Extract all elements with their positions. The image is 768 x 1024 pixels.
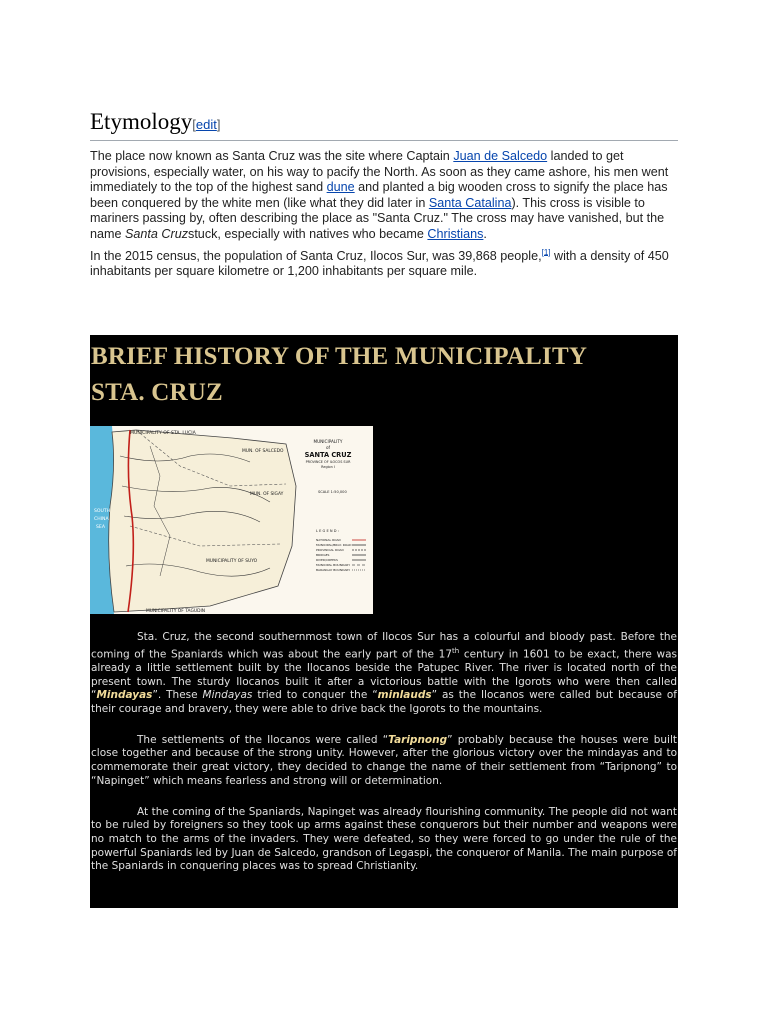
link-dune[interactable]: dune bbox=[326, 180, 355, 195]
legend-item: BARANGAY BOUNDARY bbox=[316, 568, 351, 572]
heading-text: Etymology bbox=[90, 109, 193, 134]
legend-item: RIVER/CREEKS bbox=[316, 558, 338, 562]
highlight-minlauds: minlauds bbox=[377, 689, 432, 702]
map-image bbox=[90, 426, 373, 614]
reference-superscript bbox=[542, 247, 551, 256]
highlight-taripnong: Taripnong bbox=[388, 733, 448, 746]
text: ”. These bbox=[152, 689, 203, 702]
label-tagudin: MUNICIPALITY OF TAGUDIN bbox=[146, 609, 206, 614]
etymology-paragraph-2 bbox=[90, 249, 678, 280]
legend-item: MUNICIPAL BOUNDARY bbox=[316, 563, 351, 567]
history-paragraph-2 bbox=[91, 734, 677, 789]
history-body bbox=[91, 631, 677, 891]
text: The settlements of the Ilocanos were called “ bbox=[137, 733, 389, 746]
history-title bbox=[90, 335, 678, 411]
label-sigay: MUN. OF SIGAY bbox=[250, 492, 284, 497]
text: In the 2015 census, the population of Santa Cruz, Ilocos Sur, was 39,868 people, bbox=[90, 248, 542, 263]
italic-santa-cruz: Santa Cruz bbox=[125, 226, 189, 241]
edit-link[interactable]: edit bbox=[195, 117, 217, 132]
label-suyo: MUNICIPALITY OF SUYO bbox=[206, 559, 258, 564]
map-title-sub: PROVINCE OF ILOCOS SUR bbox=[305, 460, 351, 464]
label-sea-3: SEA bbox=[96, 525, 105, 530]
label-sta-lucia: MUNICIPALITY OF STA. LUCIA bbox=[130, 431, 196, 436]
edit-section bbox=[192, 117, 220, 132]
title-line-1: BRIEF HISTORY OF THE MUNICIPALITY bbox=[91, 343, 588, 370]
legend-item: MUNICIPAL/BRGY. ROAD bbox=[316, 543, 352, 547]
text: stuck, especially with natives who became bbox=[188, 226, 428, 241]
land-area bbox=[109, 430, 296, 612]
text: ” probably because the houses were built close together and because of the strong unity. However, after the glorious victory over the mindayas and to commemorate their great victory, they decided to change the name of their settlement from “Taripnong” to “Napinget” which means fearless and strong will or determination. bbox=[91, 733, 677, 787]
reference-link[interactable]: [1] bbox=[541, 247, 551, 257]
text: ). This cross is visible to mariners passing by, often describing the place as "Santa Cruz." The cross may have vanished, but the name bbox=[90, 195, 665, 241]
text: with a density of 450 inhabitants per square kilometre or 1,200 inhabitants per square mile. bbox=[90, 248, 669, 279]
title-line-2: STA. CRUZ bbox=[91, 379, 223, 406]
etymology-paragraph-1 bbox=[90, 149, 678, 243]
text: . bbox=[483, 226, 487, 241]
text: century in 1601 to be exact, there was already a little settlement built by the Ilocanos beside the Patupec River. The river is located north of the present town. The sturdy Ilocanos built it after a victorious battle with the Igorots who were then called “ bbox=[91, 648, 677, 702]
label-salcedo: MUN. OF SALCEDO bbox=[242, 449, 284, 454]
text: ” as the Ilocanos were called but because of their courage and bravery, they were able to drive back the Igorots to the mountains. bbox=[91, 689, 678, 716]
link-santa-catalina[interactable]: Santa Catalina bbox=[428, 195, 512, 210]
superscript-th: th bbox=[452, 646, 460, 655]
map-title-small: MUNICIPALITY bbox=[313, 439, 343, 444]
etymology-section bbox=[90, 108, 678, 280]
history-paragraph-1 bbox=[91, 631, 677, 717]
text: The place now known as Santa Cruz was the site where Captain bbox=[90, 149, 454, 163]
link-juan-de-salcedo[interactable]: Juan de Salcedo bbox=[453, 149, 548, 163]
history-paragraph-3 bbox=[91, 806, 677, 875]
map-title-of: of bbox=[325, 445, 331, 450]
legend-item: NATIONAL ROAD bbox=[316, 538, 341, 542]
municipality-map bbox=[90, 426, 373, 614]
label-sea-2: CHINA bbox=[94, 517, 109, 522]
edit-bracket-close: ] bbox=[216, 117, 221, 132]
text: tried to conquer the “ bbox=[252, 689, 378, 702]
legend-item: BRIDGES bbox=[316, 553, 330, 557]
edit-bracket-open: [ bbox=[192, 117, 196, 132]
text: Sta. Cruz, the second southernmost town of Ilocos Sur has a colourful and bloody past. Before the coming of the Spaniards which was about the early part of the 17 bbox=[91, 631, 677, 661]
map-title-region: Region I bbox=[321, 465, 335, 469]
label-sea-1: SOUTH bbox=[94, 509, 111, 514]
text: and planted a big wooden cross to signify the place has been conquered by the white men (like what they did later in bbox=[90, 180, 668, 210]
text: landed to get provisions, especially water, on his way to pacify the North. As soon as they came ashore, his men went immediately to the top of the highest sand bbox=[90, 149, 669, 195]
legend-item: PROVINCIAL ROAD bbox=[316, 548, 344, 552]
map-title-main: SANTA CRUZ bbox=[304, 451, 352, 459]
legend-title: L E G E N D : bbox=[316, 529, 339, 533]
text: At the coming of the Spaniards, Napinget was already flourishing community. The people did not want to be ruled by foreigners so they took up arms against these conquerors but their number and weapons were no match to the arms of the invaders. They were defeated, so they were forced to go under the rule of the powerful Spaniards led by Juan de Salcedo, grandson of Legaspi, the conqueror of Manila. The main purpose of the Spaniards in conquering places was to spread Christianity. bbox=[91, 805, 677, 873]
italic-mindayas: Mindayas bbox=[202, 689, 253, 702]
link-christians[interactable]: Christians bbox=[427, 226, 484, 241]
etymology-heading bbox=[90, 108, 678, 141]
history-section bbox=[90, 335, 678, 908]
highlight-mindayas: Mindayas bbox=[96, 689, 153, 702]
map-scale: SCALE 1:50,000 bbox=[318, 490, 347, 494]
